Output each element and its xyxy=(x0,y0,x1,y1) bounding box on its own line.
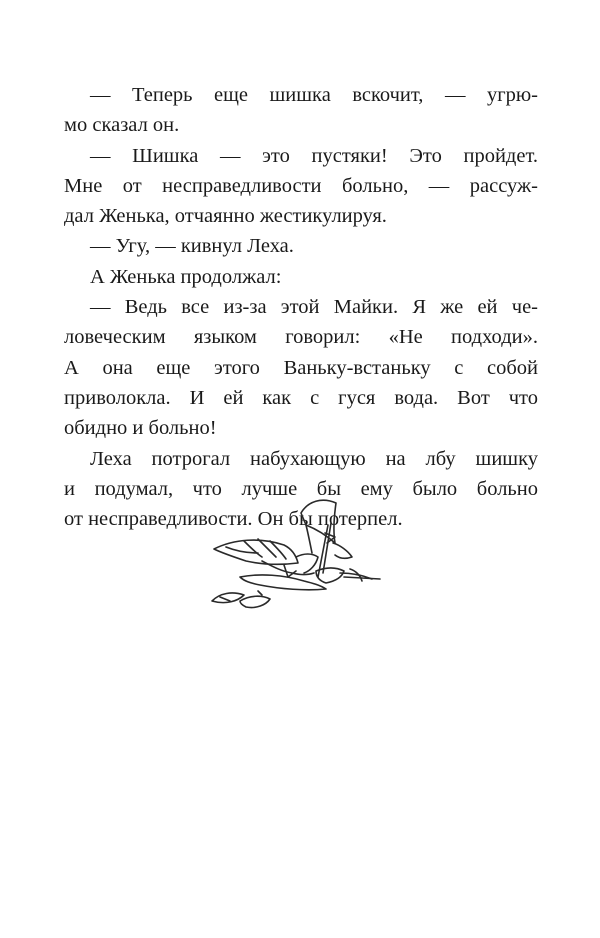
text-line: — Угу, — кивнул Леха. xyxy=(90,235,294,258)
text-line: Леха потрогал набухающую на лбу шишку xyxy=(90,447,538,470)
text-line: А Женька продолжал: xyxy=(90,265,282,288)
text-line: от несправедливости. Он бы потерпел. xyxy=(64,508,403,531)
text-line: ловеческим языком говорил: «Не подходи». xyxy=(64,326,538,349)
broken-toy-boat-sketch-icon xyxy=(200,485,400,625)
text-line: и подумал, что лучше бы ему было больно xyxy=(64,477,538,500)
text-line: обидно и больно! xyxy=(64,417,217,440)
text-line: — Шишка — это пустяки! Это пройдет. xyxy=(90,144,538,167)
text-line: — Ведь все из-за этой Майки. Я же ей че- xyxy=(90,296,538,319)
text-line: мо сказал он. xyxy=(64,114,180,137)
text-line: приволокла. И ей как с гуся вода. Вот что xyxy=(64,386,538,409)
text-line: — Теперь еще шишка вскочит, — угрю- xyxy=(90,84,538,106)
text-line: А она еще этого Ваньку-встаньку с собой xyxy=(64,356,538,379)
text-line: Мне от несправедливости больно, — рассуж- xyxy=(64,174,538,197)
text-line: дал Женька, отчаянно жестикулируя. xyxy=(64,205,387,228)
story-text xyxy=(64,80,538,534)
